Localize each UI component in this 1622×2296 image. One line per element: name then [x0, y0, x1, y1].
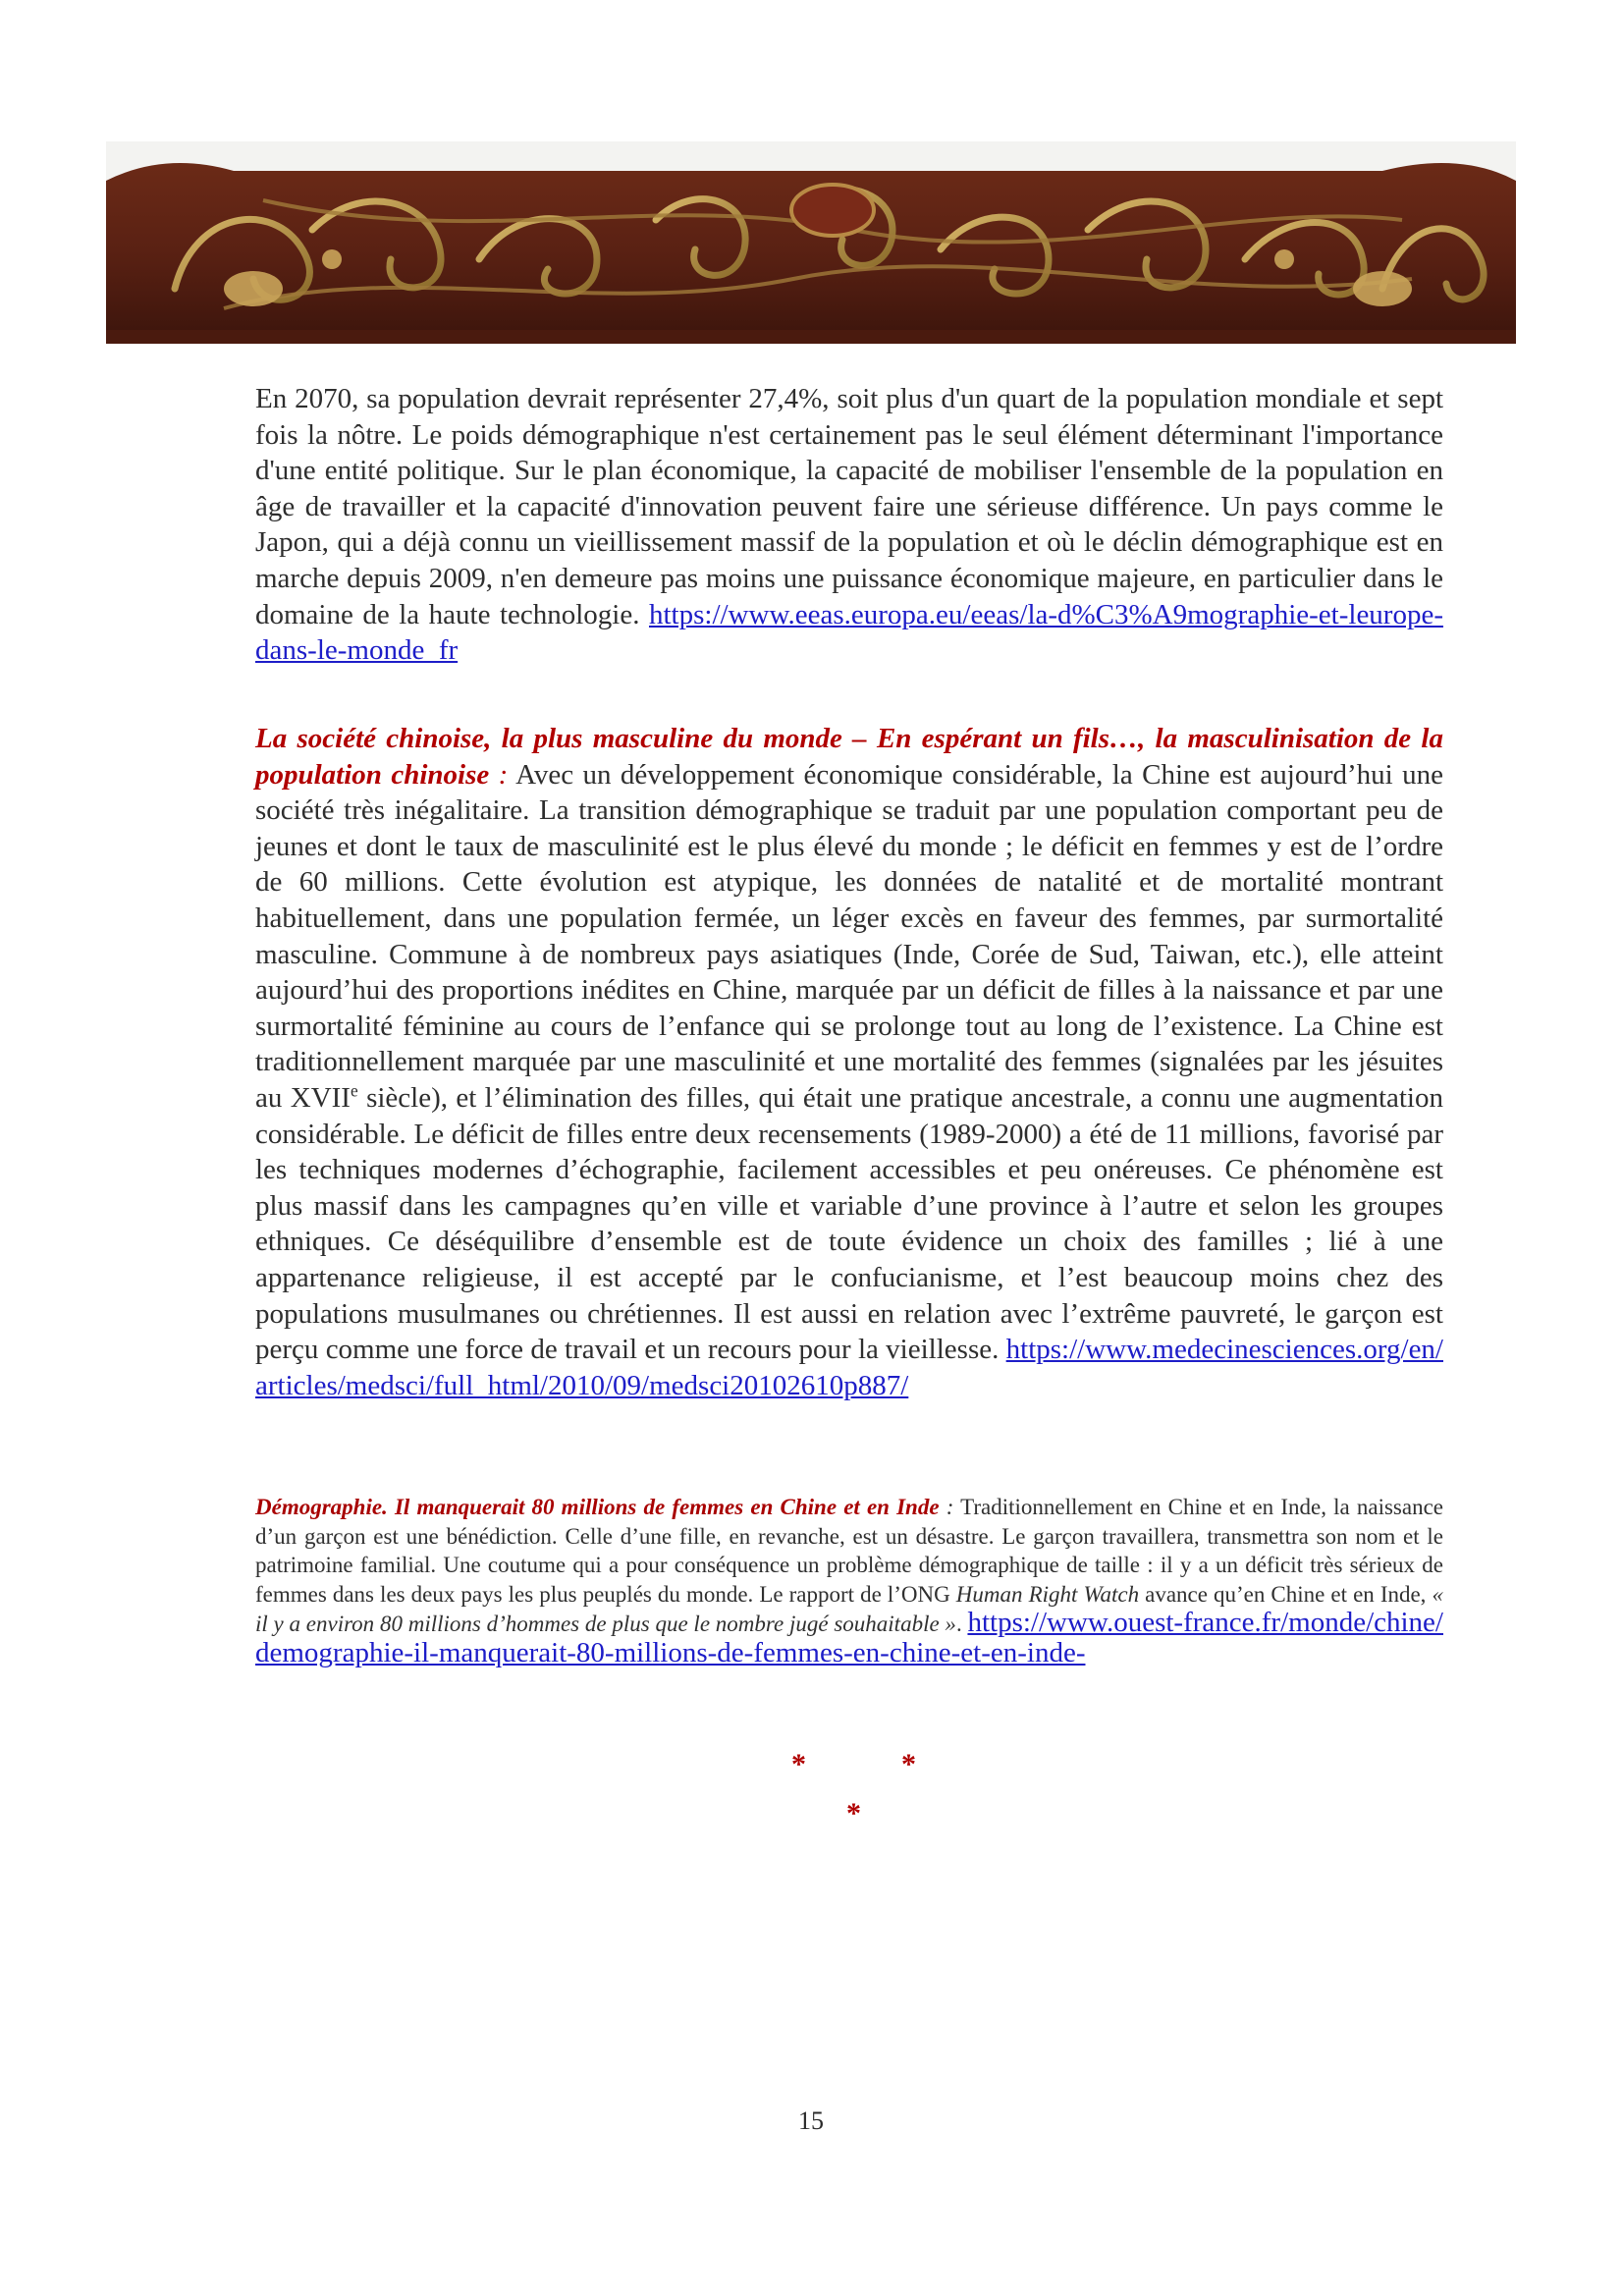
carved-wood-banner-image	[106, 141, 1516, 344]
separator-star: *	[846, 1797, 861, 1830]
paragraph-body-text: En 2070, sa population devrait représenter 27,4%, soit plus d'un quart de la population mondiale et sept fois la nôtre. Le poids démographique n'est certainement pas le seul élément déterminant l'importance d'une entité politique. Sur le plan économique, la capacité de mobiliser l'ensemble de la population en âge de travailler et la capacité d'innovation peuvent faire une sérieuse différence. Un pays comme le Japon, qui a déjà connu un vieillissement massif de la population et où le déclin démographique est en marche depuis 2009, n'en demeure pas moins une puissance économique majeure, en particulier dans le domaine de la haute technologie.	[255, 383, 1443, 630]
medecinesciences-source-link[interactable]: https://www.medecinesciences.org/en/articles/medsci/full_html/2010/09/medsci20102610p887/	[255, 1334, 1443, 1401]
paragraph-japan-demography	[255, 381, 1443, 669]
separator-star: *	[901, 1748, 916, 1780]
paragraph-body-text: Traditionnellement en Chine et en Inde, la naissance d’un garçon est une bénédiction. Celle d’une fille, en revanche, est un désastre. Le garçon travaillera, transmettra son nom et le patrimoine familial. Une coutume qui a pour conséquence un problème démographique de taille : il y a un déficit très sérieux de femmes dans les deux pays les plus peuplés du monde. Le rapport de l’ONG	[255, 1495, 1443, 1607]
report-quote: « il y a environ 80 millions d’hommes de plus que le nombre jugé souhaitable »	[255, 1581, 1443, 1636]
heading-separator: :	[489, 758, 509, 791]
paragraph-body-text: Avec un développement économique considérable, la Chine est aujourd’hui une société très inégalitaire. La transition démographique se traduit par une population comportant peu de jeunes et dont le taux de masculinité est le plus élevé du monde ; le déficit en femmes y est de l’ordre de 60 millions. Cette évolution est atypique, les données de natalité et de mortalité montrant habituellement, dans une population fermée, un léger excès en faveur des femmes, par surmortalité masculine. Commune à de nombreux pays asiatiques (Inde, Corée de Sud, Taiwan, etc.), elle atteint aujourd’hui des proportions inédites en Chine, marquée par un déficit de filles à la naissance et par une surmortalité féminine au cours de l’enfance qui se prolonge tout au long de l’existence. La Chine est traditionnellement marquée par une masculinité et une mortalité des femmes (signalées par les jésuites au XVII	[255, 758, 1443, 1114]
section-heading: Démographie. Il manquerait 80 millions de femmes en Chine et en Inde	[255, 1495, 940, 1519]
ouest-france-source-link[interactable]: https://www.ouest-france.fr/monde/chine/demographie-il-manquerait-80-millions-de-femmes-en-chine-et-en-inde-	[255, 1607, 1443, 1668]
heading-separator: :	[939, 1495, 954, 1519]
organisation-name: Human Right Watch	[955, 1581, 1140, 1607]
century-superscript: e	[350, 1080, 358, 1101]
page-number: 15	[798, 2106, 824, 2135]
eeas-source-link[interactable]: https://www.eeas.europa.eu/eeas/la-d%C3%A9mographie-et-leurope-dans-le-monde_fr	[255, 598, 1443, 667]
paragraph-body-text-continued: avance qu’en Chine et en Inde,	[1139, 1581, 1433, 1607]
carved-panel-illustration	[106, 141, 1516, 344]
quote-end-punctuation: .	[955, 1612, 968, 1636]
paragraph-missing-women	[255, 1493, 1443, 1668]
paragraph-chinese-society	[255, 721, 1443, 1403]
section-heading: La société chinoise, la plus masculine du monde – En espérant un fils…, la masculinisation de la population chinoise	[255, 723, 1443, 791]
separator-star: *	[791, 1748, 806, 1780]
paragraph-body-text-continued: siècle), et l’élimination des filles, qui était une pratique ancestrale, a connu une augmentation considérable. Le déficit de filles entre deux recensements (1989-2000) a été de 11 millions, favorisé par les techniques modernes d’échographie, facilement accessibles et peu onéreuses. Ce phénomène est plus massif dans les campagnes qu’en ville et variable d’une province à l’autre et selon les groupes ethniques. Ce déséquilibre d’ensemble est de toute évidence un choix des familles ; lié à une appartenance religieuse, il est accepté par le confucianisme, et l’est beaucoup moins chez des populations musulmanes ou chrétiennes. Il est aussi en relation avec l’extrême pauvreté, le garçon est perçu comme une force de travail et un recours pour la vieillesse.	[255, 1081, 1443, 1366]
